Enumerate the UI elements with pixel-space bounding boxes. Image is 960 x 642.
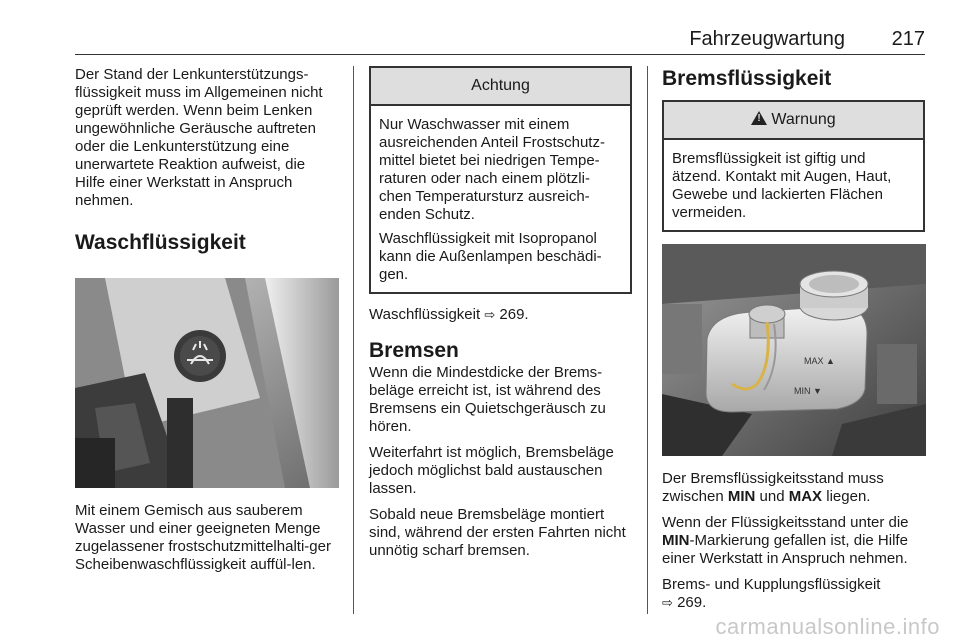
heading-brake-fluid: Bremsflüssigkeit: [662, 67, 832, 90]
caution-title: Achtung: [371, 68, 630, 106]
heading-brakes: Bremsen: [369, 339, 459, 362]
caution-text-1: Nur Waschwasser mit einem ausreichenden Anteil Frostschutz-mittel bietet bei niedrigen Tempe-raturen oder nach einem plötzli-chen Temperatursturz ausreich-enden Schutz.: [379, 116, 605, 223]
column-right: [662, 66, 926, 620]
washer-fluid-caption: Mit einem Gemisch aus sauberem Wasser und einer geeigneten Menge zugelassener frostschutzmittelhalti-ger Scheibenwaschflüssigkeit auffül-len.: [75, 502, 331, 573]
column-divider: [647, 66, 648, 614]
page-reference-icon: ⇨: [662, 595, 673, 610]
warning-text: Bremsflüssigkeit ist giftig und ätzend. Kontakt mit Augen, Haut, Gewebe und lackierten Flächen vermeiden.: [672, 150, 892, 221]
brake-fluid-low-text: Wenn der Flüssigkeitsstand unter die MIN-Markierung gefallen ist, die Hilfe einer Werkstatt in Anspruch nehmen.: [662, 514, 909, 567]
brake-clutch-fluid-reference: Brems- und Kupplungsflüssigkeit ⇨ 269.: [662, 576, 881, 611]
watermark: carmanualsonline.info: [715, 614, 940, 639]
warning-header: [664, 102, 923, 140]
washer-reservoir-image: [75, 278, 339, 488]
caution-box: [369, 66, 632, 294]
brake-fluid-level-text: Der Bremsflüssigkeitsstand muss zwischen MIN und MAX liegen.: [662, 470, 884, 505]
page-number: 217: [891, 28, 925, 50]
warning-box: [662, 100, 925, 232]
column-middle: [369, 66, 633, 568]
section-title: Fahrzeugwartung: [689, 28, 845, 50]
caution-text-2: Waschflüssigkeit mit Isopropanol kann die Außenlampen beschädi-gen.: [379, 230, 602, 283]
washer-fluid-reference: Waschflüssigkeit ⇨ 269.: [369, 306, 529, 323]
reference-link[interactable]: 269.: [677, 594, 707, 611]
brakes-text-1: Wenn die Mindestdicke der Brems-beläge erreicht ist, ist während des Bremsens ein Quietschgeräusch zu hören.: [369, 364, 606, 435]
page-reference-icon: ⇨: [484, 307, 496, 322]
column-left: [75, 66, 339, 582]
steering-fluid-text: Der Stand der Lenkunterstützungs-flüssigkeit muss im Allgemeinen nicht geprüft werden. Wenn beim Lenken ungewöhnliche Geräusche auftreten oder die Lenkunterstützung eine unerwartete Reaktion aufweist, die Hilfe einer Werkstatt in Anspruch nehmen.: [75, 66, 323, 209]
brakes-text-2: Weiterfahrt ist möglich, Bremsbeläge jedoch möglichst bald austauschen lassen.: [369, 444, 614, 497]
min-label: MIN ▼: [794, 386, 822, 396]
warning-triangle-icon: [751, 111, 767, 125]
brakes-text-3: Sobald neue Bremsbeläge montiert sind, während der ersten Fahrten nicht unnötig scharf bremsen.: [369, 506, 626, 559]
max-label: MAX ▲: [804, 356, 835, 366]
reference-link[interactable]: 269.: [499, 306, 529, 323]
heading-washer-fluid: Waschflüssigkeit: [75, 231, 246, 254]
brake-fluid-reservoir-image: [662, 244, 926, 456]
page-header: [75, 22, 925, 55]
warning-title: Warnung: [771, 111, 836, 128]
column-divider: [353, 66, 354, 614]
